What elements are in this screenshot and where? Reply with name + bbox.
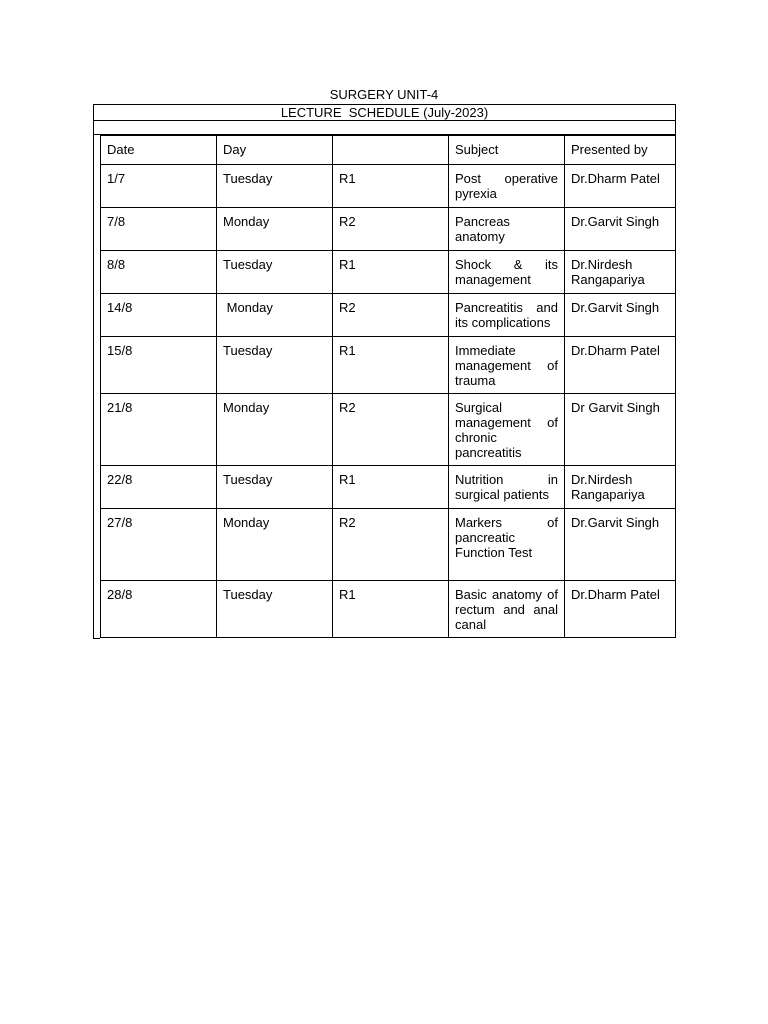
- year-cell: R1: [333, 251, 449, 294]
- day-cell: Monday: [217, 509, 333, 581]
- table-row: [101, 394, 676, 466]
- date-cell: 7/8: [101, 208, 217, 251]
- date-cell: 28/8: [101, 581, 217, 638]
- header-date: Date: [101, 136, 217, 165]
- presenter-cell: Dr.Garvit Singh: [565, 294, 676, 337]
- date-cell: 22/8: [101, 466, 217, 509]
- year-cell: R1: [333, 581, 449, 638]
- page-title: SURGERY UNIT-4: [329, 87, 439, 102]
- spacer-row: [93, 120, 676, 135]
- day-cell: Monday: [217, 394, 333, 466]
- date-cell: 15/8: [101, 337, 217, 394]
- day-cell: Tuesday: [217, 337, 333, 394]
- day-cell: Monday: [217, 294, 333, 337]
- table-row: [101, 208, 676, 251]
- table-header-row: [101, 136, 676, 165]
- day-cell: Tuesday: [217, 581, 333, 638]
- year-cell: R2: [333, 294, 449, 337]
- header-year: [333, 136, 449, 165]
- day-cell: Tuesday: [217, 165, 333, 208]
- subject-cell: Basic anatomy of rectum and anal canal: [449, 581, 565, 638]
- year-cell: R1: [333, 165, 449, 208]
- year-cell: R1: [333, 466, 449, 509]
- date-cell: 21/8: [101, 394, 217, 466]
- year-cell: R2: [333, 509, 449, 581]
- presenter-cell: Dr.Nirdesh Rangapariya: [565, 466, 676, 509]
- table-row: [101, 466, 676, 509]
- presenter-cell: Dr.Garvit Singh: [565, 208, 676, 251]
- subject-cell: Shock & its management: [449, 251, 565, 294]
- date-cell: 8/8: [101, 251, 217, 294]
- header-presented-by: Presented by: [565, 136, 676, 165]
- date-cell: 14/8: [101, 294, 217, 337]
- table-row: [101, 581, 676, 638]
- subject-cell: Post operative pyrexia: [449, 165, 565, 208]
- table-left-border: [93, 134, 100, 639]
- day-cell: Tuesday: [217, 466, 333, 509]
- presenter-cell: Dr.Garvit Singh: [565, 509, 676, 581]
- year-cell: R2: [333, 208, 449, 251]
- subject-cell: Markers of pancreatic Function Test: [449, 509, 565, 581]
- header-subject: Subject: [449, 136, 565, 165]
- day-cell: Tuesday: [217, 251, 333, 294]
- year-cell: R1: [333, 337, 449, 394]
- presenter-cell: Dr.Dharm Patel: [565, 581, 676, 638]
- table-row: [101, 337, 676, 394]
- subject-cell: Pancreatitis and its complications: [449, 294, 565, 337]
- day-cell: Monday: [217, 208, 333, 251]
- subject-cell: Immediate management of trauma: [449, 337, 565, 394]
- subject-cell: Pancreas anatomy: [449, 208, 565, 251]
- date-cell: 1/7: [101, 165, 217, 208]
- header-day: Day: [217, 136, 333, 165]
- presenter-cell: Dr.Nirdesh Rangapariya: [565, 251, 676, 294]
- table-row: [101, 294, 676, 337]
- subject-cell: Surgical management of chronic pancreatitis: [449, 394, 565, 466]
- presenter-cell: Dr.Dharm Patel: [565, 337, 676, 394]
- presenter-cell: Dr Garvit Singh: [565, 394, 676, 466]
- table-row: [101, 251, 676, 294]
- table-row: [101, 165, 676, 208]
- lecture-schedule-table: [100, 135, 676, 638]
- table-row: [101, 509, 676, 581]
- schedule-subtitle: LECTURE SCHEDULE (July-2023): [93, 104, 676, 121]
- presenter-cell: Dr.Dharm Patel: [565, 165, 676, 208]
- date-cell: 27/8: [101, 509, 217, 581]
- year-cell: R2: [333, 394, 449, 466]
- subject-cell: Nutrition in surgical patients: [449, 466, 565, 509]
